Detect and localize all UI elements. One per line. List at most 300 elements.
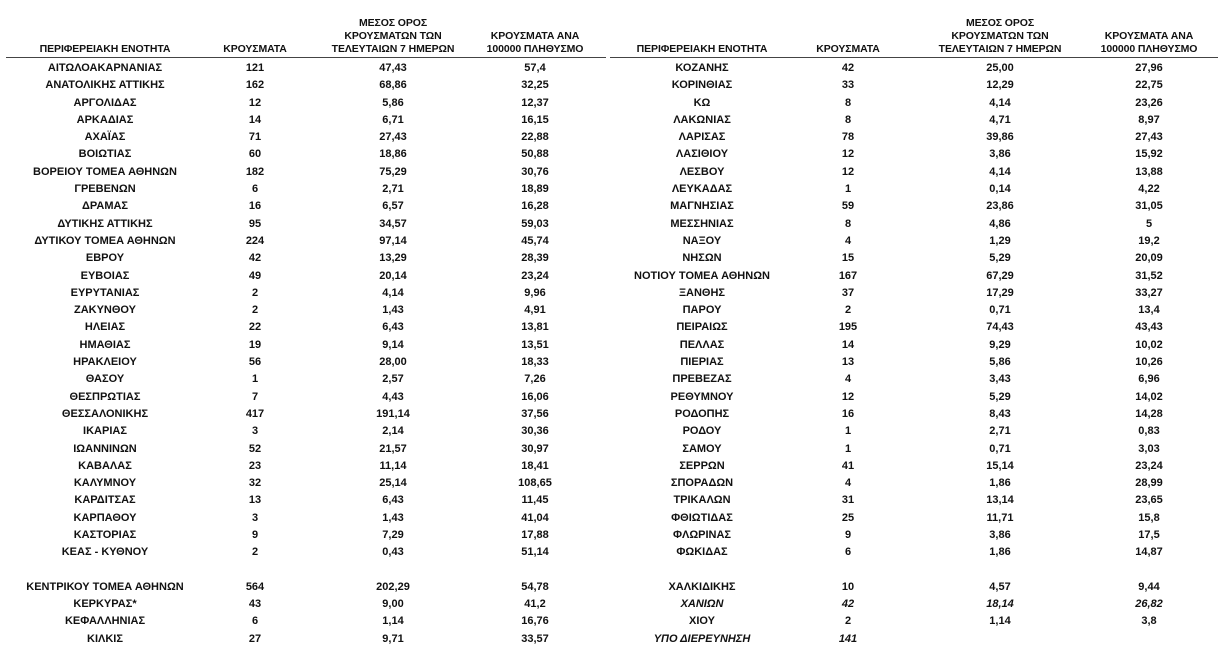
per100k-cell: 14,28 xyxy=(1135,407,1163,420)
cases-cell: 1 xyxy=(844,183,852,196)
region-cell: ΚΑΛΥΜΝΟΥ xyxy=(73,477,137,490)
cases-cell: 7 xyxy=(251,390,259,403)
table-row xyxy=(0,77,1222,94)
avg7-cell: 5,29 xyxy=(989,390,1011,403)
region-cell: ΜΕΣΣΗΝΙΑΣ xyxy=(670,217,734,230)
table-row xyxy=(0,233,1222,250)
region-cell: ΧΑΛΚΙΔΙΚΗΣ xyxy=(668,580,736,593)
header-cases-left: ΚΡΟΥΣΜΑΤΑ xyxy=(223,43,287,55)
region-cell: ΝΑΞΟΥ xyxy=(682,234,722,247)
table-row xyxy=(0,527,1222,544)
avg7-cell: 3,86 xyxy=(989,529,1011,542)
per100k-cell: 27,96 xyxy=(1135,62,1163,74)
region-cell: ΚΑΡΔΙΤΣΑΣ xyxy=(74,494,136,507)
per100k-cell: 33,27 xyxy=(1135,286,1163,299)
per100k-cell: 28,39 xyxy=(521,252,549,265)
avg7-cell: 9,29 xyxy=(989,338,1011,351)
region-cell: ΣΕΡΡΩΝ xyxy=(679,459,725,472)
per100k-cell: 13,4 xyxy=(1138,304,1160,317)
region-cell: ΔΡΑΜΑΣ xyxy=(81,200,129,213)
per100k-cell: 4,22 xyxy=(1138,183,1160,196)
per100k-cell: 57,4 xyxy=(524,62,546,74)
cases-cell: 3 xyxy=(251,511,259,524)
region-cell: ΗΛΕΙΑΣ xyxy=(84,321,126,334)
cases-cell: 59 xyxy=(841,200,855,213)
region-cell: ΣΑΜΟΥ xyxy=(682,442,722,455)
per100k-cell: 30,97 xyxy=(521,442,549,455)
per100k-cell: 16,06 xyxy=(521,390,549,403)
avg7-cell: 0,71 xyxy=(989,304,1011,317)
table-row xyxy=(0,112,1222,129)
header-avg7-right: ΜΕΣΟΣ ΟΡΟΣ ΚΡΟΥΣΜΑΤΩΝ ΤΩΝ ΤΕΛΕΥΤΑΙΩΝ 7 ΗΜΕΡΩΝ xyxy=(938,17,1062,55)
region-cell: ΥΠΟ ΔΙΕΡΕΥΝΗΣΗ xyxy=(653,632,751,645)
table-row xyxy=(0,146,1222,163)
avg7-cell: 74,43 xyxy=(986,321,1014,334)
region-cell: ΓΡΕΒΕΝΩΝ xyxy=(74,183,136,196)
per100k-cell: 7,26 xyxy=(524,373,546,386)
cases-cell: 16 xyxy=(248,200,262,213)
region-cell: ΧΙΟΥ xyxy=(689,615,715,628)
cases-cell: 10 xyxy=(841,580,855,593)
avg7-cell: 25,14 xyxy=(379,477,407,490)
region-cell: ΝΟΤΙΟΥ ΤΟΜΕΑ ΑΘΗΝΩΝ xyxy=(634,269,770,282)
per100k-cell: 31,05 xyxy=(1135,200,1163,213)
table-row xyxy=(0,216,1222,233)
cases-cell: 417 xyxy=(245,407,265,420)
avg7-cell: 9,14 xyxy=(382,338,404,351)
region-cell: ΞΑΝΘΗΣ xyxy=(678,286,726,299)
per100k-cell: 13,81 xyxy=(521,321,549,334)
avg7-cell: 25,00 xyxy=(986,62,1014,74)
table-row xyxy=(0,60,1222,77)
cases-cell: 13 xyxy=(248,494,262,507)
cases-cell: 4 xyxy=(844,373,852,386)
avg7-cell: 15,14 xyxy=(986,459,1014,472)
per100k-cell: 13,51 xyxy=(521,338,549,351)
region-cell: ΠΑΡΟΥ xyxy=(682,304,722,317)
per100k-cell: 27,43 xyxy=(1135,131,1163,144)
avg7-cell: 68,86 xyxy=(379,79,407,92)
table-row xyxy=(0,389,1222,406)
cases-cell: 42 xyxy=(841,597,855,610)
cases-cell: 49 xyxy=(248,269,262,282)
avg7-cell: 5,86 xyxy=(382,96,404,109)
cases-cell: 167 xyxy=(838,269,858,282)
table-row xyxy=(0,631,1222,648)
cases-cell: 6 xyxy=(251,183,259,196)
cases-cell: 2 xyxy=(251,286,259,299)
region-cell: ΦΛΩΡΙΝΑΣ xyxy=(672,529,732,542)
region-cell: ΙΚΑΡΙΑΣ xyxy=(83,425,127,438)
per100k-cell: 33,57 xyxy=(521,632,549,645)
per100k-cell: 22,75 xyxy=(1135,79,1163,92)
avg7-cell: 4,86 xyxy=(989,217,1011,230)
header-rule-left xyxy=(6,57,606,58)
cases-cell: 3 xyxy=(251,425,259,438)
table-row xyxy=(0,423,1222,440)
per100k-cell: 18,33 xyxy=(521,356,549,369)
region-cell: ΡΟΔΟΥ xyxy=(682,425,722,438)
header-avg7-left: ΜΕΣΟΣ ΟΡΟΣ ΚΡΟΥΣΜΑΤΩΝ ΤΩΝ ΤΕΛΕΥΤΑΙΩΝ 7 ΗΜΕΡΩΝ xyxy=(331,17,455,55)
per100k-cell: 10,02 xyxy=(1135,338,1163,351)
cases-cell: 14 xyxy=(248,113,262,126)
avg7-cell: 9,71 xyxy=(382,632,404,645)
per100k-cell: 23,24 xyxy=(1135,459,1163,472)
avg7-cell: 75,29 xyxy=(379,165,407,178)
table-row xyxy=(0,198,1222,215)
avg7-cell: 4,57 xyxy=(989,580,1011,593)
cases-cell: 162 xyxy=(245,79,265,92)
per100k-cell: 14,87 xyxy=(1135,546,1163,559)
per100k-cell: 45,74 xyxy=(521,234,549,247)
region-cell: ΣΠΟΡΑΔΩΝ xyxy=(670,477,734,490)
cases-cell: 14 xyxy=(841,338,855,351)
per100k-cell: 6,96 xyxy=(1138,373,1160,386)
header-cases-right: ΚΡΟΥΣΜΑΤΑ xyxy=(816,43,880,55)
region-cell: ΕΒΡΟΥ xyxy=(85,252,125,265)
right-table-body xyxy=(0,60,1222,648)
per100k-cell: 30,76 xyxy=(521,165,549,178)
region-cell: ΘΕΣΣΑΛΟΝΙΚΗΣ xyxy=(61,407,149,420)
table-row xyxy=(0,181,1222,198)
cases-cell: 12 xyxy=(248,96,262,109)
avg7-cell: 18,14 xyxy=(986,597,1014,610)
region-cell: ΠΡΕΒΕΖΑΣ xyxy=(672,373,732,386)
per100k-cell: 17,88 xyxy=(521,529,549,542)
cases-cell: 60 xyxy=(248,148,262,161)
avg7-cell: 4,43 xyxy=(382,390,404,403)
per100k-cell: 18,41 xyxy=(521,459,549,472)
cases-cell: 15 xyxy=(841,252,855,265)
cases-cell: 1 xyxy=(251,373,259,386)
cases-cell: 42 xyxy=(248,252,262,265)
per100k-cell: 20,09 xyxy=(1135,252,1163,265)
region-cell: ΙΩΑΝΝΙΝΩΝ xyxy=(73,442,137,455)
table-row xyxy=(0,285,1222,302)
region-cell: ΡΕΘΥΜΝΟΥ xyxy=(670,390,734,403)
per100k-cell: 13,88 xyxy=(1135,165,1163,178)
table-row xyxy=(0,95,1222,112)
cases-cell: 2 xyxy=(844,304,852,317)
region-cell: ΚΕΝΤΡΙΚΟΥ ΤΟΜΕΑ ΑΘΗΝΩΝ xyxy=(26,580,184,593)
header-per100k-right: ΚΡΟΥΣΜΑΤΑ ΑΝΑ 100000 ΠΛΗΘΥΣΜΟ xyxy=(1100,30,1198,55)
region-cell: ΠΙΕΡΙΑΣ xyxy=(680,356,724,369)
region-cell: ΚΕΡΚΥΡΑΣ* xyxy=(73,597,137,610)
table-row xyxy=(0,406,1222,423)
per100k-cell: 41,04 xyxy=(521,511,549,524)
per100k-cell: 32,25 xyxy=(521,79,549,92)
header-rule-right xyxy=(610,57,1218,58)
region-cell: ΤΡΙΚΑΛΩΝ xyxy=(673,494,731,507)
avg7-cell: 23,86 xyxy=(986,200,1014,213)
cases-cell: 41 xyxy=(841,459,855,472)
avg7-cell: 1,14 xyxy=(989,615,1011,628)
region-cell: ΚΟΡΙΝΘΙΑΣ xyxy=(671,79,733,92)
avg7-cell: 1,43 xyxy=(382,304,404,317)
region-cell: ΛΑΚΩΝΙΑΣ xyxy=(673,113,731,126)
table-row xyxy=(0,458,1222,475)
cases-cell: 2 xyxy=(251,304,259,317)
avg7-cell: 4,14 xyxy=(989,165,1011,178)
cases-cell: 43 xyxy=(248,597,262,610)
avg7-cell: 7,29 xyxy=(382,529,404,542)
cases-cell: 12 xyxy=(841,390,855,403)
cases-cell: 56 xyxy=(248,356,262,369)
region-cell: ΖΑΚΥΝΘΟΥ xyxy=(73,304,137,317)
avg7-cell: 202,29 xyxy=(376,580,410,593)
region-cell: ΕΥΡΥΤΑΝΙΑΣ xyxy=(70,286,140,299)
cases-cell: 12 xyxy=(841,148,855,161)
avg7-cell: 2,71 xyxy=(989,425,1011,438)
avg7-cell: 2,71 xyxy=(382,183,404,196)
cases-cell: 4 xyxy=(844,234,852,247)
per100k-cell: 10,26 xyxy=(1135,356,1163,369)
cases-cell: 12 xyxy=(841,165,855,178)
avg7-cell: 4,14 xyxy=(382,286,404,299)
avg7-cell: 97,14 xyxy=(379,234,407,247)
cases-cell: 27 xyxy=(248,632,262,645)
table-row xyxy=(0,129,1222,146)
per100k-cell: 37,56 xyxy=(521,407,549,420)
per100k-cell: 15,92 xyxy=(1135,148,1163,161)
avg7-cell: 1,14 xyxy=(382,615,404,628)
cases-cell: 6 xyxy=(844,546,852,559)
table-row xyxy=(0,268,1222,285)
region-cell: ΚΑΡΠΑΘΟΥ xyxy=(73,511,137,524)
table-row xyxy=(0,371,1222,388)
per100k-cell: 54,78 xyxy=(521,580,549,593)
avg7-cell: 6,43 xyxy=(382,321,404,334)
avg7-cell: 4,71 xyxy=(989,113,1011,126)
cases-cell: 31 xyxy=(841,494,855,507)
table-row xyxy=(0,250,1222,267)
per100k-cell: 17,5 xyxy=(1138,529,1160,542)
region-cell: ΑΝΑΤΟΛΙΚΗΣ ΑΤΤΙΚΗΣ xyxy=(45,79,165,92)
table-row xyxy=(0,544,1222,561)
avg7-cell: 5,29 xyxy=(989,252,1011,265)
cases-cell: 1 xyxy=(844,425,852,438)
per100k-cell: 18,89 xyxy=(521,183,549,196)
cases-cell: 8 xyxy=(844,96,852,109)
cases-cell: 16 xyxy=(841,407,855,420)
table-row xyxy=(0,319,1222,336)
region-cell: ΚΟΖΑΝΗΣ xyxy=(675,62,729,74)
region-cell: ΑΡΓΟΛΙΔΑΣ xyxy=(73,96,137,109)
avg7-cell: 4,14 xyxy=(989,96,1011,109)
avg7-cell: 34,57 xyxy=(379,217,407,230)
table-row xyxy=(0,579,1222,596)
avg7-cell: 2,14 xyxy=(382,425,404,438)
cases-cell: 8 xyxy=(844,113,852,126)
cases-cell: 8 xyxy=(844,217,852,230)
avg7-cell: 1,86 xyxy=(989,546,1011,559)
region-cell: ΚΕΑΣ - ΚΥΘΝΟΥ xyxy=(61,546,149,559)
cases-cell: 195 xyxy=(838,321,858,334)
avg7-cell: 47,43 xyxy=(379,62,407,74)
per100k-cell: 23,26 xyxy=(1135,96,1163,109)
per100k-cell: 31,52 xyxy=(1135,269,1163,282)
per100k-cell: 23,65 xyxy=(1135,494,1163,507)
per100k-cell: 9,96 xyxy=(524,286,546,299)
per100k-cell: 51,14 xyxy=(521,546,549,559)
region-cell: ΕΥΒΟΙΑΣ xyxy=(80,269,130,282)
region-cell: ΚΑΣΤΟΡΙΑΣ xyxy=(73,529,137,542)
per100k-cell: 16,28 xyxy=(521,200,549,213)
cases-cell: 22 xyxy=(248,321,262,334)
region-cell: ΒΟΙΩΤΙΑΣ xyxy=(78,148,132,161)
avg7-cell: 20,14 xyxy=(379,269,407,282)
per100k-cell: 108,65 xyxy=(518,477,552,490)
avg7-cell: 6,71 xyxy=(382,113,404,126)
avg7-cell: 28,00 xyxy=(379,356,407,369)
region-cell: ΒΟΡΕΙΟΥ ΤΟΜΕΑ ΑΘΗΝΩΝ xyxy=(33,165,177,178)
per100k-cell: 41,2 xyxy=(524,597,546,610)
avg7-cell: 3,86 xyxy=(989,148,1011,161)
cases-cell: 6 xyxy=(251,615,259,628)
per100k-cell: 30,36 xyxy=(521,425,549,438)
cases-cell: 42 xyxy=(841,62,855,74)
cases-cell: 2 xyxy=(844,615,852,628)
region-cell: ΑΧΑΪΑΣ xyxy=(84,131,126,144)
per100k-cell: 16,15 xyxy=(521,113,549,126)
per100k-cell: 28,99 xyxy=(1135,477,1163,490)
per100k-cell: 8,97 xyxy=(1138,113,1160,126)
per100k-cell: 5 xyxy=(1145,217,1153,230)
cases-cell: 141 xyxy=(838,632,858,645)
cases-cell: 1 xyxy=(844,442,852,455)
avg7-cell: 0,14 xyxy=(989,183,1011,196)
region-cell: ΛΕΣΒΟΥ xyxy=(679,165,725,178)
table-row xyxy=(0,337,1222,354)
region-cell: ΛΕΥΚΑΔΑΣ xyxy=(671,183,733,196)
per100k-cell: 4,91 xyxy=(524,304,546,317)
avg7-cell: 13,29 xyxy=(379,252,407,265)
per100k-cell: 26,82 xyxy=(1135,597,1163,610)
per100k-cell: 22,88 xyxy=(521,131,549,144)
header-region-right: ΠΕΡΙΦΕΡΕΙΑΚΗ ΕΝΟΤΗΤΑ xyxy=(636,43,768,55)
cases-cell: 19 xyxy=(248,338,262,351)
region-cell: ΠΕΛΛΑΣ xyxy=(679,338,725,351)
region-cell: ΡΟΔΟΠΗΣ xyxy=(674,407,730,420)
cases-cell: 78 xyxy=(841,131,855,144)
avg7-cell: 6,57 xyxy=(382,200,404,213)
per100k-cell: 11,45 xyxy=(521,494,549,507)
region-cell: ΑΡΚΑΔΙΑΣ xyxy=(76,113,134,126)
per100k-cell: 9,44 xyxy=(1138,580,1160,593)
per100k-cell: 3,03 xyxy=(1138,442,1160,455)
header-region-left: ΠΕΡΙΦΕΡΕΙΑΚΗ ΕΝΟΤΗΤΑ xyxy=(39,43,171,55)
cases-cell: 2 xyxy=(251,546,259,559)
avg7-cell: 5,86 xyxy=(989,356,1011,369)
cases-cell: 224 xyxy=(245,234,265,247)
per100k-cell: 19,2 xyxy=(1138,234,1160,247)
cases-cell: 23 xyxy=(248,459,262,472)
region-cell: ΘΑΣΟΥ xyxy=(85,373,125,386)
region-cell: ΛΑΡΙΣΑΣ xyxy=(678,131,726,144)
avg7-cell: 18,86 xyxy=(379,148,407,161)
region-cell: ΠΕΙΡΑΙΩΣ xyxy=(676,321,728,334)
region-cell: ΚΩ xyxy=(693,96,711,109)
per100k-cell: 14,02 xyxy=(1135,390,1163,403)
cases-cell: 4 xyxy=(844,477,852,490)
table-row xyxy=(0,164,1222,181)
per100k-cell: 59,03 xyxy=(521,217,549,230)
cases-cell: 37 xyxy=(841,286,855,299)
region-cell: ΦΘΙΩΤΙΔΑΣ xyxy=(671,511,733,524)
avg7-cell: 11,14 xyxy=(379,459,407,472)
avg7-cell: 12,29 xyxy=(986,79,1014,92)
header-per100k-left: ΚΡΟΥΣΜΑΤΑ ΑΝΑ 100000 ΠΛΗΘΥΣΜΟ xyxy=(486,30,584,55)
avg7-cell: 0,71 xyxy=(989,442,1011,455)
cases-cell: 95 xyxy=(248,217,262,230)
region-cell: ΧΑΝΙΩΝ xyxy=(680,597,724,610)
per100k-cell: 3,8 xyxy=(1141,615,1157,628)
cases-cell: 13 xyxy=(841,356,855,369)
avg7-cell: 0,43 xyxy=(382,546,404,559)
region-cell: ΜΑΓΝΗΣΙΑΣ xyxy=(670,200,734,213)
avg7-cell: 191,14 xyxy=(376,407,410,420)
per100k-cell: 16,76 xyxy=(521,615,549,628)
avg7-cell: 3,43 xyxy=(989,373,1011,386)
cases-cell: 121 xyxy=(245,62,265,74)
avg7-cell: 6,43 xyxy=(382,494,404,507)
cases-cell: 9 xyxy=(844,529,852,542)
region-cell: ΦΩΚΙΔΑΣ xyxy=(676,546,728,559)
region-cell: ΔΥΤΙΚΗΣ ΑΤΤΙΚΗΣ xyxy=(57,217,153,230)
region-cell: ΔΥΤΙΚΟΥ ΤΟΜΕΑ ΑΘΗΝΩΝ xyxy=(34,234,176,247)
avg7-cell: 27,43 xyxy=(379,131,407,144)
region-cell: ΚΑΒΑΛΑΣ xyxy=(78,459,132,472)
cases-cell: 32 xyxy=(248,477,262,490)
table-row xyxy=(0,596,1222,613)
cases-cell: 564 xyxy=(245,580,265,593)
cases-cell: 52 xyxy=(248,442,262,455)
avg7-cell: 67,29 xyxy=(986,269,1014,282)
cases-cell: 182 xyxy=(245,165,265,178)
region-cell: ΘΕΣΠΡΩΤΙΑΣ xyxy=(69,390,141,403)
per100k-cell: 23,24 xyxy=(521,269,549,282)
region-cell: ΗΡΑΚΛΕΙΟΥ xyxy=(73,356,137,369)
region-cell: ΛΑΣΙΘΙΟΥ xyxy=(675,148,729,161)
cases-cell: 33 xyxy=(841,79,855,92)
avg7-cell: 21,57 xyxy=(379,442,407,455)
cases-cell: 71 xyxy=(248,131,262,144)
per100k-cell: 0,83 xyxy=(1138,425,1160,438)
table-row xyxy=(0,492,1222,509)
avg7-cell: 8,43 xyxy=(989,407,1011,420)
avg7-cell: 1,29 xyxy=(989,234,1011,247)
avg7-cell: 9,00 xyxy=(382,597,404,610)
table-row xyxy=(0,302,1222,319)
table-row xyxy=(0,441,1222,458)
cases-cell: 25 xyxy=(841,511,855,524)
region-cell: ΚΕΦΑΛΛΗΝΙΑΣ xyxy=(64,615,146,628)
table-row xyxy=(0,354,1222,371)
region-cell: ΑΙΤΩΛΟΑΚΑΡΝΑΝΙΑΣ xyxy=(47,62,163,74)
region-cell: ΝΗΣΩΝ xyxy=(682,252,722,265)
per100k-cell: 43,43 xyxy=(1135,321,1163,334)
cases-cell: 9 xyxy=(251,529,259,542)
avg7-cell: 11,71 xyxy=(986,511,1014,524)
table-row xyxy=(0,475,1222,492)
region-cell: ΚΙΛΚΙΣ xyxy=(87,632,123,645)
region-cell: ΗΜΑΘΙΑΣ xyxy=(79,338,131,351)
per100k-cell: 50,88 xyxy=(521,148,549,161)
table-row xyxy=(0,510,1222,527)
avg7-cell: 1,86 xyxy=(989,477,1011,490)
avg7-cell: 13,14 xyxy=(986,494,1014,507)
avg7-cell: 17,29 xyxy=(986,286,1014,299)
